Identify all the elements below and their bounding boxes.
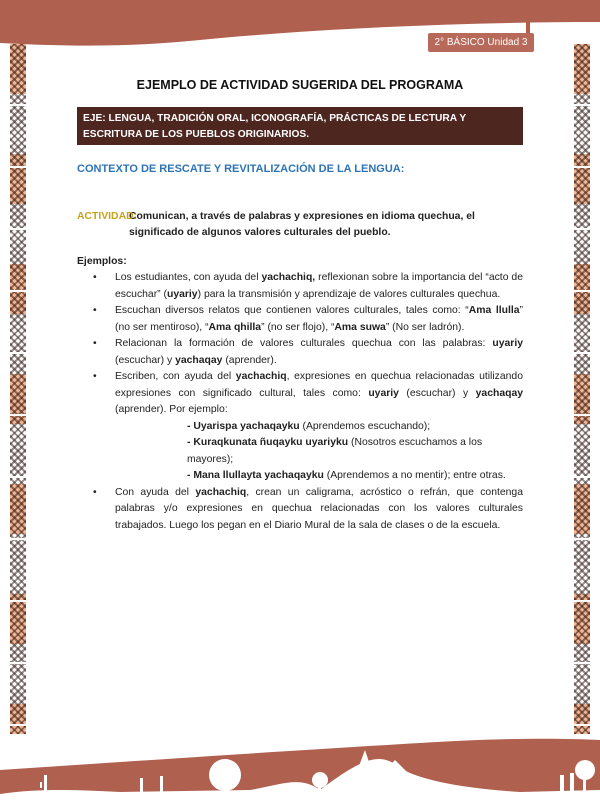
bold-term: Ama llulla [468, 305, 520, 316]
text-segment: ” (no ser flojo), “ [261, 321, 335, 333]
text-segment: (Nosotros escuchamos a los mayores); [187, 437, 483, 465]
text-segment: (Aprendemos escuchando); [299, 420, 431, 432]
list-item [77, 270, 523, 303]
bold-term: Ama suwa [334, 321, 386, 333]
actividad-text: Comunican, a través de palabras y expresiones en idioma quechua, el significado de algunos valores culturales del pueblo. [129, 211, 475, 238]
text-segment: Los estudiantes, con ayuda del [115, 272, 262, 283]
text-segment: ” (no ser mentiroso), “ [115, 305, 523, 333]
right-decorative-border [574, 44, 590, 734]
bullet-icon: • [93, 486, 97, 498]
list-item [77, 485, 523, 535]
example-expression [77, 419, 523, 436]
bold-term: yachaqay [175, 354, 223, 366]
bold-term: yachaqay [475, 387, 524, 399]
text-segment: ” (No ser ladrón). [385, 321, 465, 333]
bold-term: - Uyarispa yachaqayku [187, 420, 300, 432]
text-segment: (aprender). [222, 354, 277, 366]
bold-term: uyariy [368, 387, 399, 399]
bold-term: - Kuraqkunata ñuqayku uyariyku [187, 437, 349, 448]
list-item [77, 303, 523, 336]
example-expression [77, 435, 523, 468]
text-segment: ) para la transmisión y aprendizaje de valores culturales quechua. [197, 288, 501, 300]
example-expression [77, 468, 523, 485]
actividad-label: ACTIVIDAD: [77, 211, 138, 222]
eje-banner: EJE: LENGUA, TRADICIÓN ORAL, ICONOGRAFÍA, PRÁCTICAS DE LECTURA Y ESCRITURA DE LOS PUEBLOS ORIGINARIOS. [77, 107, 523, 145]
list-item [77, 336, 523, 369]
bold-term: yachachiq [235, 371, 287, 382]
list-item [77, 369, 523, 419]
text-segment: (Aprendemos a no mentir); entre otras. [323, 470, 506, 481]
left-decorative-border [10, 44, 26, 734]
text-segment: Escuchan diversos relatos que contienen valores culturales, tales como: “ [115, 305, 469, 316]
bold-term: Ama qhilla [208, 321, 262, 333]
text-segment: Con ayuda del [115, 486, 196, 498]
page-title: EJEMPLO DE ACTIVIDAD SUGERIDA DEL PROGRAMA [136, 78, 464, 92]
bold-term: yachachiq [195, 486, 247, 498]
footer-landscape-band [0, 690, 600, 800]
text-segment: (aprender). Por ejemplo: [115, 404, 228, 415]
text-segment: (escuchar) y [398, 387, 476, 399]
contexto-heading: CONTEXTO DE RESCATE Y REVITALIZACIÓN DE LA LENGUA: [77, 163, 405, 175]
text-segment: , expresiones en quechua relacionadas utilizando expresiones con significado cultural, tales como: [115, 371, 523, 399]
ejemplos-heading: Ejemplos: [77, 256, 127, 267]
text-segment: Escriben, con ayuda del [115, 371, 236, 382]
bold-term: uyariy [166, 288, 198, 300]
actividad-block [77, 209, 527, 241]
text-segment: Relacionan la formación de valores culturales quechua con las palabras: [115, 338, 493, 349]
ejemplos-list [77, 270, 523, 534]
bold-term: yachachiq, [261, 272, 316, 283]
bold-term: uyariy [492, 338, 523, 349]
text-segment: reflexionan sobre la importancia del “acto de escuchar” ( [115, 272, 523, 300]
bullet-icon: • [93, 338, 97, 349]
bullet-icon: • [93, 272, 97, 283]
bullet-icon: • [93, 371, 97, 382]
text-segment: , crean un caligrama, acróstico o refrán, que contenga palabras y/o expresiones en quechua relacionadas con los valores culturales trabajados. Luego los pegan en el Diario Mural de la sala de clases o de la escuela. [115, 486, 523, 531]
bullet-icon: • [93, 305, 97, 316]
unit-tab: 2° BÁSICO Unidad 3 [428, 33, 534, 52]
text-segment: (escuchar) y [115, 354, 176, 366]
bold-term: - Mana llullayta yachaqayku [187, 470, 324, 481]
